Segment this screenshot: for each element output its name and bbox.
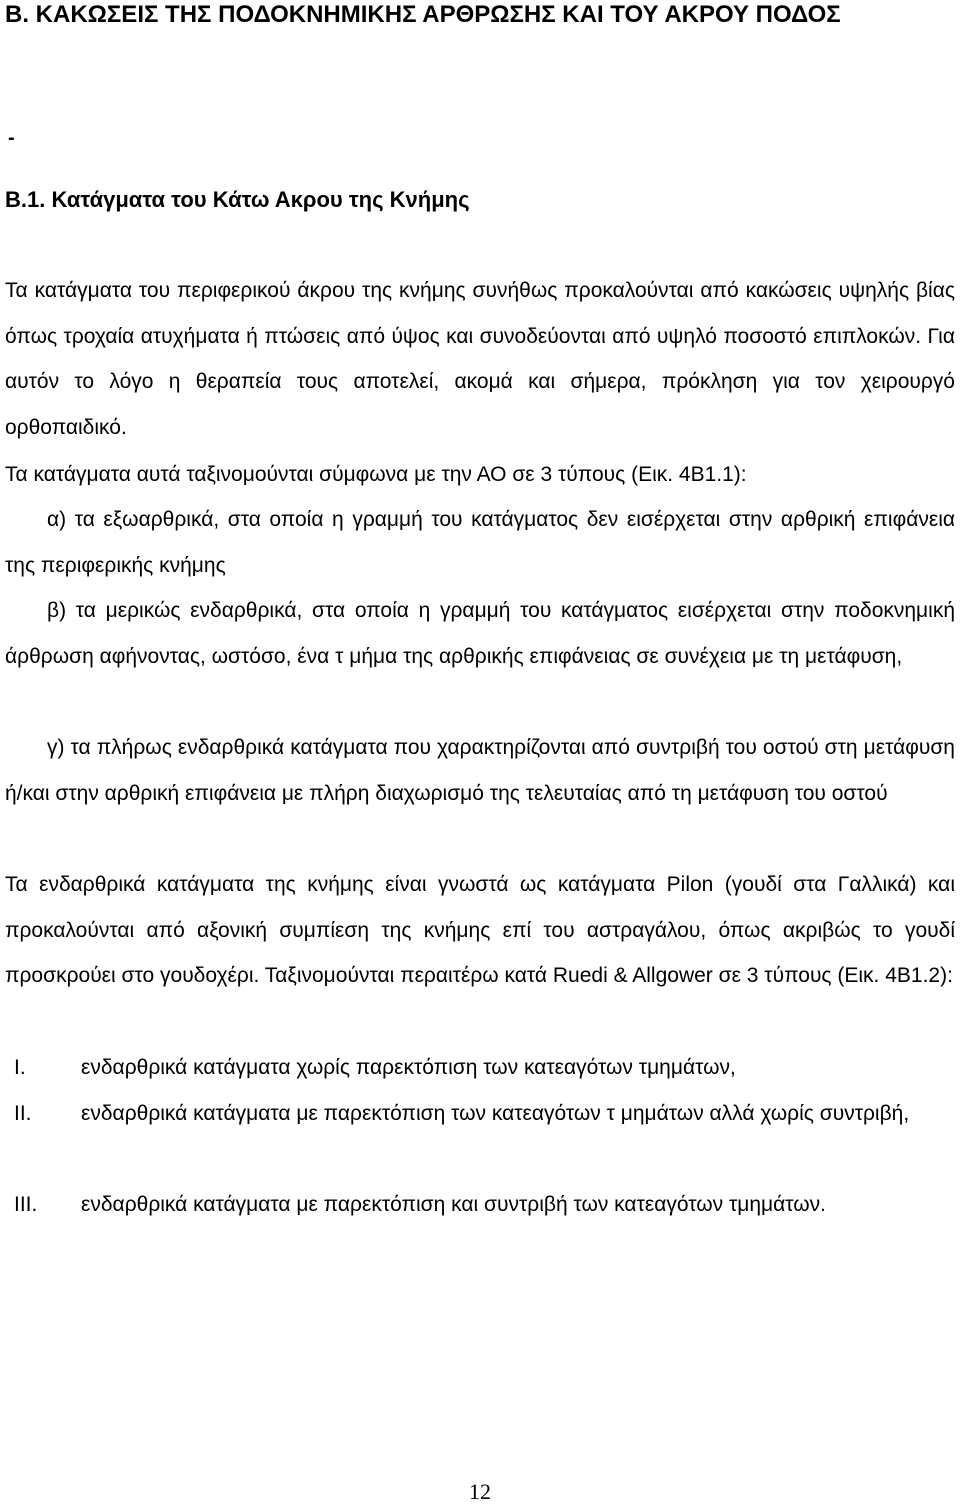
subsection-heading: Β.1. Κατάγματα του Κάτω Ακρου της Κνήμης (5, 187, 470, 212)
page-number: 12 (469, 1479, 491, 1504)
list-item-number: II. (14, 1102, 32, 1125)
list-item-text: ενδαρθρικά κατάγματα με παρεκτόπιση των κατεαγότων τ μημάτων αλλά χωρίς συντριβή, (81, 1102, 910, 1125)
type-a-paragraph: α) τα εξωαρθρικά, στα οποία η γραμμή του κατάγματος δεν εισέρχεται στην αρθρική επιφάνεια της περιφερικής κνήμης (5, 508, 955, 577)
type-c-paragraph: γ) τα πλήρως ενδαρθρικά κατάγματα που χαρακτηρίζονται από συντριβή του οστού στη μετάφυση ή/και στην αρθρική επιφάνεια με πλήρη διαχωρισμό της τελευταίας από τη μετάφυση του οστού (5, 736, 955, 805)
intro-paragraph: Τα κατάγματα του περιφερικού άκρου της κνήμης συνήθως προκαλούνται από κακώσεις υψηλής βίας όπως τροχαία ατυχήματα ή πτώσεις από ύψος και συνοδεύονται από υψηλό ποσοστό επιπλοκών. Για αυτόν το λόγο η θεραπεία τους αποτελεί, ακομά και σήμερα, πρόκληση για τον χειρουργό ορθοπαιδικό. (5, 279, 955, 439)
classification-paragraph: Τα κατάγματα αυτά ταξινομούνται σύμφωνα με την ΑΟ σε 3 τύπους (Εικ. 4Β1.1): (5, 463, 747, 486)
list-item-text: ενδαρθρικά κατάγματα με παρεκτόπιση και συντριβή των κατεαγότων τμημάτων. (81, 1193, 827, 1216)
dash-marker: - (8, 127, 15, 149)
type-b-paragraph: β) τα μερικώς ενδαρθρικά, στα οποία η γραμμή του κατάγματος εισέρχεται στην ποδοκνημική άρθρωση αφήνοντας, ωστόσο, ένα τ μήμα της αρθρικής επιφάνειας σε συνέχεια με τη μετάφυση, (5, 599, 955, 668)
pilon-paragraph: Τα ενδαρθρικά κατάγματα της κνήμης είναι γνωστά ως κατάγματα Pilon (γουδί στα Γαλλικά) και προκαλούνται από αξονική συμπίεση της κνήμης επί του αστραγάλου, όπως ακριβώς το γουδί προσκρούει στο γουδοχέρι. Ταξινομούνται περαιτέρω κατά Ruedi & Allgower σε 3 τύπους (Εικ. 4Β1.2): (5, 873, 955, 987)
list-item-number: III. (14, 1193, 38, 1216)
list-item-number: I. (14, 1056, 26, 1079)
section-heading: Β. ΚΑΚΩΣΕΙΣ ΤΗΣ ΠΟΔΟΚΝΗΜΙΚΗΣ ΑΡΘΡΩΣΗΣ ΚΑΙ ΤΟΥ ΑΚΡΟΥ ΠΟΔΟΣ (5, 1, 841, 28)
list-item-text: ενδαρθρικά κατάγματα χωρίς παρεκτόπιση των κατεαγότων τμημάτων, (81, 1056, 736, 1079)
